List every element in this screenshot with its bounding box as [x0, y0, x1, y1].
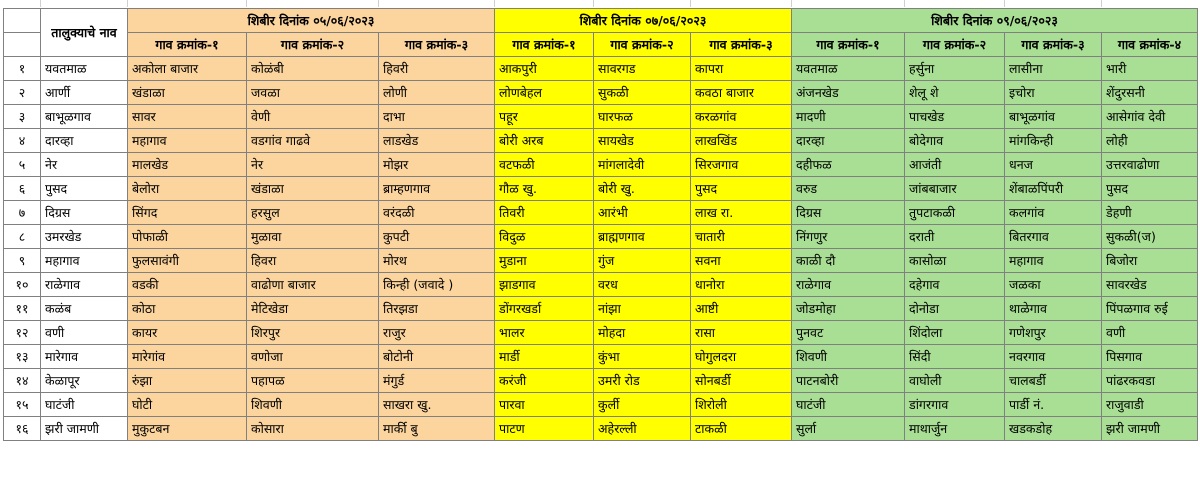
taluka-name-cell[interactable]: झरी जामणी — [41, 417, 128, 441]
village-cell[interactable]: डांगरगाव — [905, 393, 1005, 417]
village-cell[interactable]: थाळेगाव — [1005, 297, 1102, 321]
village-cell[interactable]: जवळा — [247, 81, 379, 105]
village-cell[interactable]: पोफाळी — [128, 225, 247, 249]
village-cell[interactable]: मार्डी — [495, 345, 594, 369]
table-row — [4, 105, 1198, 129]
village-cell[interactable]: अकोला बाजार — [128, 57, 247, 81]
village-cell[interactable]: बोटोनी — [379, 345, 495, 369]
village-cell[interactable]: नांझा — [594, 297, 691, 321]
village-cell[interactable]: वरध — [594, 273, 691, 297]
table-row — [4, 129, 1198, 153]
village-cell[interactable]: आरंभी — [594, 201, 691, 225]
village-cell[interactable]: वणोजा — [247, 345, 379, 369]
village-cell[interactable]: कुर्ली — [594, 393, 691, 417]
village-cell[interactable]: महागाव — [128, 129, 247, 153]
table-row — [4, 345, 1198, 369]
village-cell[interactable]: करळगांव — [691, 105, 792, 129]
village-cell[interactable]: ब्राम्हणगाव — [379, 177, 495, 201]
village-header-cell[interactable]: गाव क्रमांक-१ — [128, 33, 247, 57]
table-row — [4, 393, 1198, 417]
village-cell[interactable]: आकपुरी — [495, 57, 594, 81]
village-cell[interactable]: वाढोणा बाजार — [247, 273, 379, 297]
village-cell[interactable]: चालबर्डी — [1005, 369, 1102, 393]
village-cell[interactable]: झाडगाव — [495, 273, 594, 297]
village-cell[interactable]: पहापळ — [247, 369, 379, 393]
village-header-cell[interactable]: गाव क्रमांक-२ — [594, 33, 691, 57]
village-cell[interactable]: बेलोरा — [128, 177, 247, 201]
village-cell[interactable]: पारवा — [495, 393, 594, 417]
village-cell[interactable]: कायर — [128, 321, 247, 345]
village-cell[interactable]: उत्तरवाढोणा — [1102, 153, 1198, 177]
village-cell[interactable]: करंजी — [495, 369, 594, 393]
village-cell[interactable]: बितरगाव — [1005, 225, 1102, 249]
village-cell[interactable]: कवठा बाजार — [691, 81, 792, 105]
village-cell[interactable]: दोनोडा — [905, 297, 1005, 321]
village-cell[interactable]: यवतमाळ — [792, 57, 905, 81]
village-cell[interactable]: इचोरा — [1005, 81, 1102, 105]
village-cell[interactable]: मार्की बु — [379, 417, 495, 441]
village-cell[interactable]: मांगलादेवी — [594, 153, 691, 177]
table-row — [4, 81, 1198, 105]
village-cell[interactable]: कासोळा — [905, 249, 1005, 273]
village-cell[interactable]: दहेगाव — [905, 273, 1005, 297]
village-cell[interactable]: बिजोरा — [1102, 249, 1198, 273]
village-cell[interactable]: अंजनखेड — [792, 81, 905, 105]
serial-number-cell[interactable]: ४ — [4, 129, 41, 153]
village-cell[interactable]: घाटंजी — [792, 393, 905, 417]
taluka-name-cell[interactable]: केळापूर — [41, 369, 128, 393]
serial-number-cell[interactable]: ११ — [4, 297, 41, 321]
group-header-1[interactable]: शिबीर दिनांक ०५/०६/२०२३ — [128, 9, 495, 33]
village-cell[interactable]: राजुर — [379, 321, 495, 345]
taluka-name-cell[interactable]: दारव्हा — [41, 129, 128, 153]
village-cell[interactable]: डोंगरखर्डा — [495, 297, 594, 321]
village-cell[interactable]: आजंती — [905, 153, 1005, 177]
village-cell[interactable]: किन्ही (जवादे ) — [379, 273, 495, 297]
village-header-cell[interactable]: गाव क्रमांक-२ — [247, 33, 379, 57]
village-cell[interactable]: तिवरी — [495, 201, 594, 225]
village-cell[interactable]: दराती — [905, 225, 1005, 249]
village-header-cell[interactable]: गाव क्रमांक-३ — [379, 33, 495, 57]
village-cell[interactable]: आष्टी — [691, 297, 792, 321]
village-cell[interactable]: चातारी — [691, 225, 792, 249]
serial-number-cell[interactable]: ८ — [4, 225, 41, 249]
village-cell[interactable]: कुंभा — [594, 345, 691, 369]
village-cell[interactable]: महागाव — [1005, 249, 1102, 273]
village-cell[interactable]: कोळंबी — [247, 57, 379, 81]
serial-number-cell[interactable]: ५ — [4, 153, 41, 177]
village-cell[interactable]: राळेगाव — [792, 273, 905, 297]
village-cell[interactable]: हिवरी — [379, 57, 495, 81]
column-header-strip — [0, 0, 1200, 8]
village-cell[interactable]: वणी — [1102, 321, 1198, 345]
village-cell[interactable]: लोणबेहल — [495, 81, 594, 105]
village-cell[interactable]: लाख रा. — [691, 201, 792, 225]
village-cell[interactable]: गुंज — [594, 249, 691, 273]
village-header-cell[interactable]: गाव क्रमांक-३ — [691, 33, 792, 57]
village-cell[interactable]: वेणी — [247, 105, 379, 129]
taluka-name-cell[interactable]: यवतमाळ — [41, 57, 128, 81]
village-cell[interactable]: शेलू शे — [905, 81, 1005, 105]
village-cell[interactable]: मोहदा — [594, 321, 691, 345]
village-header-cell[interactable]: गाव क्रमांक-२ — [905, 33, 1005, 57]
taluka-name-cell[interactable]: कळंब — [41, 297, 128, 321]
table-row — [4, 249, 1198, 273]
village-cell[interactable]: हरसुल — [247, 201, 379, 225]
group-header-2[interactable]: शिबीर दिनांक ०७/०६/२०२३ — [495, 9, 792, 33]
village-cell[interactable]: मारेगांव — [128, 345, 247, 369]
village-cell[interactable]: विदुळ — [495, 225, 594, 249]
village-cell[interactable]: वरुड — [792, 177, 905, 201]
village-cell[interactable]: पाटनबोरी — [792, 369, 905, 393]
village-cell[interactable]: राजुवाडी — [1102, 393, 1198, 417]
village-cell[interactable]: सुर्ला — [792, 417, 905, 441]
village-cell[interactable]: पिंपळगाव रुई — [1102, 297, 1198, 321]
village-header-cell[interactable]: गाव क्रमांक-३ — [1005, 33, 1102, 57]
village-cell[interactable]: मंगुर्ड — [379, 369, 495, 393]
village-cell[interactable]: झरी जामणी — [1102, 417, 1198, 441]
village-cell[interactable]: अहेरल्ली — [594, 417, 691, 441]
table-row — [4, 369, 1198, 393]
village-cell[interactable]: आसेगांव देवी — [1102, 105, 1198, 129]
taluka-name-cell[interactable]: महागाव — [41, 249, 128, 273]
village-cell[interactable]: शिरोली — [691, 393, 792, 417]
village-cell[interactable]: सुकळी(ज) — [1102, 225, 1198, 249]
village-cell[interactable]: तुपटाकळी — [905, 201, 1005, 225]
village-cell[interactable]: हिवरा — [247, 249, 379, 273]
serial-number-cell[interactable]: १६ — [4, 417, 41, 441]
village-cell[interactable]: शिंदोला — [905, 321, 1005, 345]
taluka-name-cell[interactable]: बाभूळगाव — [41, 105, 128, 129]
village-cell[interactable]: सिरजगाव — [691, 153, 792, 177]
serial-number-cell[interactable]: २ — [4, 81, 41, 105]
village-cell[interactable]: डेहणी — [1102, 201, 1198, 225]
village-cell[interactable]: कलगांव — [1005, 201, 1102, 225]
village-cell[interactable]: मुडाना — [495, 249, 594, 273]
village-header-cell[interactable]: गाव क्रमांक-४ — [1102, 33, 1198, 57]
village-cell[interactable]: घोगुलदरा — [691, 345, 792, 369]
village-cell[interactable]: दारव्हा — [792, 129, 905, 153]
village-cell[interactable]: पुनवट — [792, 321, 905, 345]
village-cell[interactable]: घारफळ — [594, 105, 691, 129]
village-cell[interactable]: कुपटी — [379, 225, 495, 249]
taluka-name-cell[interactable]: वणी — [41, 321, 128, 345]
village-cell[interactable]: पिसगाव — [1102, 345, 1198, 369]
village-cell[interactable]: जोडमोहा — [792, 297, 905, 321]
village-cell[interactable]: बोरी अरब — [495, 129, 594, 153]
serial-number-cell[interactable]: १२ — [4, 321, 41, 345]
village-header-row — [4, 33, 1198, 57]
village-cell[interactable]: मांगकिन्ही — [1005, 129, 1102, 153]
village-cell[interactable]: शेंबाळपिंपरी — [1005, 177, 1102, 201]
village-cell[interactable]: लोणी — [379, 81, 495, 105]
village-cell[interactable]: सोनबर्डी — [691, 369, 792, 393]
village-cell[interactable]: तिरझडा — [379, 297, 495, 321]
village-cell[interactable]: कापरा — [691, 57, 792, 81]
village-cell[interactable]: दाभा — [379, 105, 495, 129]
corner-cell[interactable] — [4, 9, 41, 33]
village-cell[interactable]: नेर — [247, 153, 379, 177]
table-row — [4, 297, 1198, 321]
village-cell[interactable]: सायखेड — [594, 129, 691, 153]
village-cell[interactable]: दिग्रस — [792, 201, 905, 225]
village-cell[interactable]: घोटी — [128, 393, 247, 417]
village-cell[interactable]: वटफळी — [495, 153, 594, 177]
village-cell[interactable]: शिवणी — [247, 393, 379, 417]
taluka-name-cell[interactable]: पुसद — [41, 177, 128, 201]
village-cell[interactable]: खंडाळा — [128, 81, 247, 105]
table-row — [4, 273, 1198, 297]
village-cell[interactable]: लाडखेड — [379, 129, 495, 153]
village-cell[interactable]: पांढरकवडा — [1102, 369, 1198, 393]
village-cell[interactable]: लासीना — [1005, 57, 1102, 81]
village-cell[interactable]: बोरी खु. — [594, 177, 691, 201]
taluka-name-cell[interactable]: उमरखेड — [41, 225, 128, 249]
village-cell[interactable]: ब्राह्मणगाव — [594, 225, 691, 249]
group-header-row — [4, 9, 1198, 33]
village-cell[interactable]: बोदेगाव — [905, 129, 1005, 153]
village-cell[interactable]: मुळावा — [247, 225, 379, 249]
village-cell[interactable]: भालर — [495, 321, 594, 345]
village-cell[interactable]: रुंझा — [128, 369, 247, 393]
village-cell[interactable]: वडगांव गाढवे — [247, 129, 379, 153]
village-cell[interactable]: सुकळी — [594, 81, 691, 105]
taluka-header-cell[interactable]: तालुक्याचे नाव — [41, 9, 128, 57]
village-cell[interactable]: पहूर — [495, 105, 594, 129]
village-cell[interactable]: वरंदळी — [379, 201, 495, 225]
village-cell[interactable]: वडकी — [128, 273, 247, 297]
village-cell[interactable]: माथार्जुन — [905, 417, 1005, 441]
village-cell[interactable]: खडकडोह — [1005, 417, 1102, 441]
village-cell[interactable]: शिरपुर — [247, 321, 379, 345]
serial-number-cell[interactable]: १ — [4, 57, 41, 81]
village-cell[interactable]: कोठा — [128, 297, 247, 321]
village-cell[interactable]: नवरगाव — [1005, 345, 1102, 369]
village-cell[interactable]: मोझर — [379, 153, 495, 177]
village-cell[interactable]: सावर — [128, 105, 247, 129]
spreadsheet-table — [3, 8, 1198, 441]
village-cell[interactable]: पार्डी नं. — [1005, 393, 1102, 417]
village-cell[interactable]: मेटिखेडा — [247, 297, 379, 321]
village-cell[interactable]: पुसद — [691, 177, 792, 201]
village-cell[interactable]: मुकुटबन — [128, 417, 247, 441]
table-row — [4, 321, 1198, 345]
village-cell[interactable]: वाघोली — [905, 369, 1005, 393]
table-row — [4, 153, 1198, 177]
village-cell[interactable]: साखरा खु. — [379, 393, 495, 417]
corner-cell-2[interactable] — [4, 33, 41, 57]
village-cell[interactable]: कोसारा — [247, 417, 379, 441]
village-header-cell[interactable]: गाव क्रमांक-१ — [495, 33, 594, 57]
taluka-name-cell[interactable]: मारेगाव — [41, 345, 128, 369]
table-row — [4, 57, 1198, 81]
village-cell[interactable]: पुसद — [1102, 177, 1198, 201]
village-cell[interactable]: धानोरा — [691, 273, 792, 297]
village-cell[interactable]: मालखेड — [128, 153, 247, 177]
serial-number-cell[interactable]: १४ — [4, 369, 41, 393]
taluka-name-cell[interactable]: दिग्रस — [41, 201, 128, 225]
village-cell[interactable]: खंडाळा — [247, 177, 379, 201]
group-header-3[interactable]: शिबीर दिनांक ०९/०६/२०२३ — [792, 9, 1198, 33]
village-cell[interactable]: फुलसावंगी — [128, 249, 247, 273]
table-row — [4, 201, 1198, 225]
serial-number-cell[interactable]: १३ — [4, 345, 41, 369]
serial-number-cell[interactable]: ७ — [4, 201, 41, 225]
village-cell[interactable]: जांबबाजार — [905, 177, 1005, 201]
taluka-name-cell[interactable]: आर्णी — [41, 81, 128, 105]
serial-number-cell[interactable]: १५ — [4, 393, 41, 417]
village-cell[interactable]: धनज — [1005, 153, 1102, 177]
village-cell[interactable]: गणेशपुर — [1005, 321, 1102, 345]
taluka-name-cell[interactable]: घाटंजी — [41, 393, 128, 417]
serial-number-cell[interactable]: ६ — [4, 177, 41, 201]
village-cell[interactable]: बाभूळगांव — [1005, 105, 1102, 129]
village-cell[interactable]: सावरखेड — [1102, 273, 1198, 297]
village-cell[interactable]: टाकळी — [691, 417, 792, 441]
village-cell[interactable]: भारी — [1102, 57, 1198, 81]
village-cell[interactable]: गौळ खु. — [495, 177, 594, 201]
village-cell[interactable]: हर्सुना — [905, 57, 1005, 81]
taluka-name-cell[interactable]: राळेगाव — [41, 273, 128, 297]
village-cell[interactable]: पाचखेड — [905, 105, 1005, 129]
village-cell[interactable]: मोरथ — [379, 249, 495, 273]
village-cell[interactable]: सवना — [691, 249, 792, 273]
serial-number-cell[interactable]: १० — [4, 273, 41, 297]
village-cell[interactable]: जळका — [1005, 273, 1102, 297]
serial-number-cell[interactable]: ३ — [4, 105, 41, 129]
table-row — [4, 177, 1198, 201]
village-cell[interactable]: लोही — [1102, 129, 1198, 153]
village-cell[interactable]: निंगणुर — [792, 225, 905, 249]
village-header-cell[interactable]: गाव क्रमांक-१ — [792, 33, 905, 57]
table-row — [4, 225, 1198, 249]
village-cell[interactable]: सिंदी — [905, 345, 1005, 369]
village-cell[interactable]: दहीफळ — [792, 153, 905, 177]
table-row — [4, 417, 1198, 441]
village-cell[interactable]: सावरगड — [594, 57, 691, 81]
village-cell[interactable]: शिवणी — [792, 345, 905, 369]
village-cell[interactable]: पाटण — [495, 417, 594, 441]
village-cell[interactable]: लाखखिंड — [691, 129, 792, 153]
serial-number-cell[interactable]: ९ — [4, 249, 41, 273]
village-cell[interactable]: मादणी — [792, 105, 905, 129]
village-cell[interactable]: उमरी रोड — [594, 369, 691, 393]
village-cell[interactable]: रासा — [691, 321, 792, 345]
village-cell[interactable]: शेंदुरसनी — [1102, 81, 1198, 105]
village-cell[interactable]: सिंगद — [128, 201, 247, 225]
taluka-name-cell[interactable]: नेर — [41, 153, 128, 177]
village-cell[interactable]: काळी दौ — [792, 249, 905, 273]
